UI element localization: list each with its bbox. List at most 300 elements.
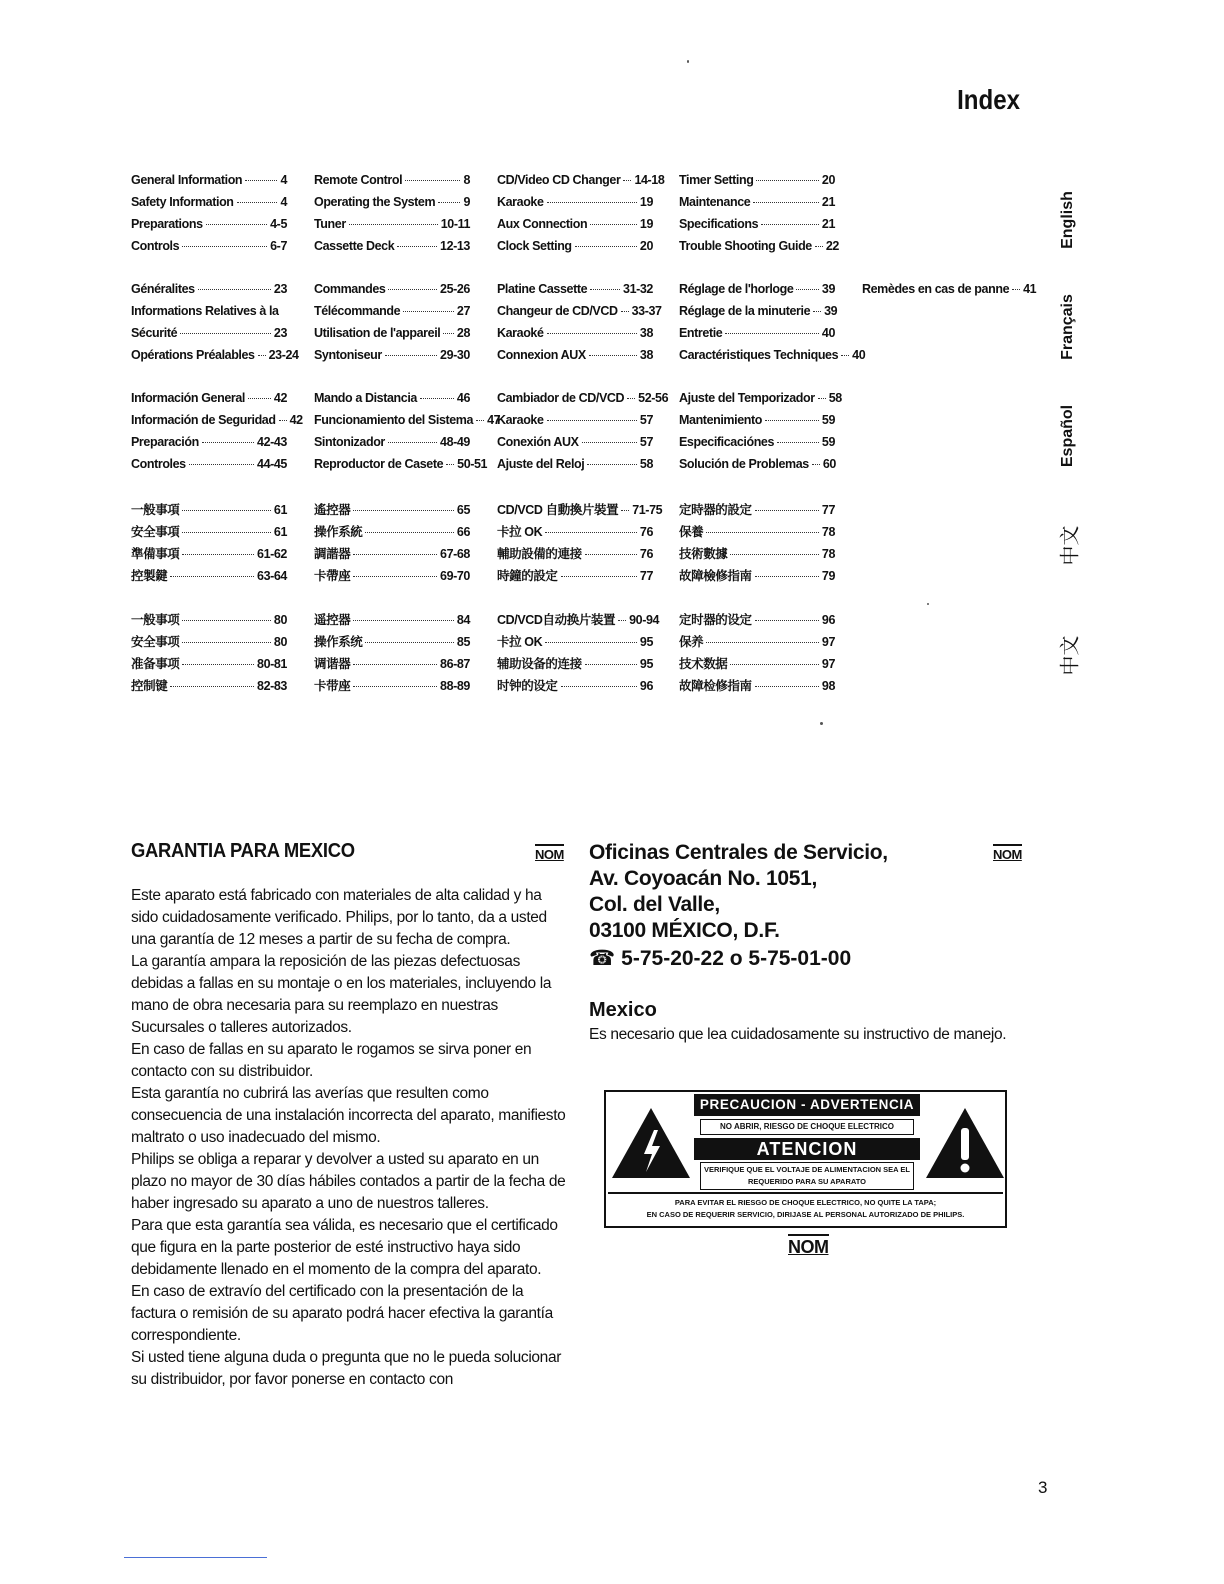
index-entry-page: 79 xyxy=(821,569,835,583)
index-entry-label: Karaoke xyxy=(497,413,544,427)
dot-leader xyxy=(170,686,254,687)
index-entry-label: Preparations xyxy=(131,217,203,231)
lang-tab-francais xyxy=(1046,287,1090,367)
dot-leader xyxy=(621,311,629,312)
index-entry-label: 技术数据 xyxy=(679,657,728,671)
index-entry xyxy=(314,217,470,239)
index-column xyxy=(679,173,839,261)
caution-verify: VERIFIQUE QUE EL VOLTAJE DE ALIMENTACION SEA EL REQUERIDO PARA SU APARATO xyxy=(700,1162,914,1190)
index-entry-page: 6-7 xyxy=(270,239,287,253)
dot-leader xyxy=(182,664,254,665)
warranty-paragraph: Este aparato está fabricado con materiales de alta calidad y ha sido cuidadosamente verificado. Philips, por lo tanto, da a usted una garantía de 12 meses a partir de su fecha de compra. xyxy=(131,887,547,948)
index-entry-label: 保养 xyxy=(679,635,704,649)
index-entry xyxy=(679,544,835,566)
warranty-paragraph: En caso de extravío del certificado con la presentación de la factura o remisión de su aparato podrá hacer efectiva la garantía correspondiente. xyxy=(131,1283,553,1344)
index-column xyxy=(314,391,501,479)
index-entry xyxy=(679,239,839,261)
dot-leader xyxy=(170,576,254,577)
caution-no-open: NO ABRIR, RIESGO DE CHOQUE ELECTRICO xyxy=(700,1119,914,1135)
index-entry xyxy=(497,282,653,304)
index-entry-page: 41 xyxy=(1023,282,1037,296)
index-entry xyxy=(314,676,470,698)
dot-leader xyxy=(279,420,287,421)
index-row xyxy=(131,500,1031,588)
warranty-section xyxy=(131,840,566,1391)
index-entry xyxy=(131,500,287,522)
index-entry-label: Réglage de l'horloge xyxy=(679,282,794,296)
index-entry xyxy=(862,282,1037,304)
index-entry xyxy=(679,566,835,588)
dot-leader xyxy=(818,398,826,399)
address-line: Av. Coyoacán No. 1051, xyxy=(589,867,817,890)
index-entry xyxy=(131,173,287,195)
dot-leader xyxy=(202,442,254,443)
index-entry xyxy=(131,304,287,326)
dot-leader xyxy=(182,532,270,533)
index-entry-label: 調諧器 xyxy=(314,547,351,561)
index-entry xyxy=(314,544,470,566)
index-entry xyxy=(497,304,662,326)
service-address xyxy=(589,840,1029,944)
index-entry xyxy=(131,654,287,676)
index-entry-label: 一般事項 xyxy=(131,503,180,517)
index-entry-page: 40 xyxy=(821,326,835,340)
index-entry-page: 88-89 xyxy=(440,679,470,693)
index-entry-page: 23 xyxy=(273,282,287,296)
index-entry-page: 80 xyxy=(273,613,287,627)
dot-leader xyxy=(841,355,849,356)
index-entry-label: 调谐器 xyxy=(314,657,351,671)
index-entry xyxy=(314,326,470,348)
index-entry-page: 96 xyxy=(639,679,653,693)
index-entry-page: 82-83 xyxy=(257,679,287,693)
index-entry-label: Caractéristiques Techniques xyxy=(679,348,839,362)
index-entry-label: 卡帶座 xyxy=(314,569,351,583)
dot-leader xyxy=(182,246,267,247)
index-entry xyxy=(314,304,470,326)
dot-leader xyxy=(388,442,437,443)
index-entry-page: 25-26 xyxy=(440,282,470,296)
dot-leader xyxy=(258,355,266,356)
index-entry-page: 95 xyxy=(639,635,653,649)
index-entry-label: Commandes xyxy=(314,282,386,296)
dot-leader xyxy=(198,289,271,290)
dot-leader xyxy=(397,246,437,247)
index-entry-label: CD/VCD自动换片装置 xyxy=(497,613,616,627)
lightning-warning-icon xyxy=(610,1106,692,1180)
dot-leader xyxy=(547,333,637,334)
index-entry xyxy=(314,610,470,632)
index-entry-label: 故障检修指南 xyxy=(679,679,752,693)
index-entry-label: CD/Video CD Changer xyxy=(497,173,621,187)
lang-label: Español xyxy=(1059,404,1077,468)
dot-leader xyxy=(730,554,818,555)
page-title: Index xyxy=(957,84,1020,115)
dot-leader xyxy=(353,510,454,511)
index-column xyxy=(497,500,663,588)
index-entry-page: 58 xyxy=(639,457,653,471)
dot-leader xyxy=(353,664,437,665)
dot-leader xyxy=(796,289,818,290)
index-entry xyxy=(679,348,866,370)
dot-leader xyxy=(575,246,637,247)
lang-tab-espanol xyxy=(1046,396,1090,476)
index-entry-label: Trouble Shooting Guide xyxy=(679,239,812,253)
warranty-paragraph: En caso de fallas en su aparato le rogamos se sirva poner en contacto con su distribuidor. xyxy=(131,1041,532,1080)
index-entry-page: 77 xyxy=(821,503,835,517)
index-entry-label: Sécurité xyxy=(131,326,178,340)
index-entry-page: 85 xyxy=(456,635,470,649)
index-entry-label: Conexión AUX xyxy=(497,435,579,449)
dot-leader xyxy=(582,442,637,443)
index-entry-label: 安全事項 xyxy=(131,525,180,539)
footer-rule xyxy=(124,1557,267,1558)
index-column xyxy=(314,500,470,588)
index-entry xyxy=(497,676,653,698)
index-entry-page: 96 xyxy=(821,613,835,627)
index-entry xyxy=(131,610,287,632)
index-entry xyxy=(497,566,653,588)
index-entry-page: 60 xyxy=(822,457,836,471)
index-entry xyxy=(497,326,653,348)
warranty-paragraph: La garantía ampara la reposición de las piezas defectuosas debidas a fallas en su montaje o en los materiales, incluyendo la mano de obra necesaria para su reemplazo en nuestras Sucursales o talleres autorizados. xyxy=(131,953,552,1036)
index-row xyxy=(131,610,1031,698)
dot-leader xyxy=(623,180,631,181)
exclamation-warning-icon xyxy=(924,1106,1006,1180)
index-entry-label: Utilisation de l'appareil xyxy=(314,326,441,340)
index-entry-page: 27 xyxy=(456,304,470,318)
index-row xyxy=(131,282,1037,370)
lang-tab-chinese-traditional xyxy=(1046,505,1090,585)
index-entry-label: Reproductor de Casete xyxy=(314,457,444,471)
index-entry-label: Opérations Préalables xyxy=(131,348,255,362)
caution-atencion: ATENCION xyxy=(694,1138,920,1160)
index-entry-page: 46 xyxy=(456,391,470,405)
index-entry xyxy=(679,217,835,239)
index-entry xyxy=(679,413,835,435)
index-column xyxy=(131,500,287,588)
index-entry-label: 故障檢修指南 xyxy=(679,569,752,583)
dot-leader xyxy=(725,333,819,334)
warranty-paragraph: Para que esta garantía sea válida, es necesario que el certificado que figura en la parte posterior de esté instructivo haya sido debidamente llenado en el momento de la compra del aparato. xyxy=(131,1217,558,1278)
index-entry xyxy=(497,457,653,479)
index-column xyxy=(679,282,866,370)
dot-leader xyxy=(589,355,637,356)
index-entry xyxy=(497,391,669,413)
index-entry-label: Mando a Distancia xyxy=(314,391,417,405)
index-entry-page: 59 xyxy=(821,435,835,449)
index-entry-label: Especificaciónes xyxy=(679,435,775,449)
index-entry-label: Télécommande xyxy=(314,304,401,318)
index-entry xyxy=(314,500,470,522)
dot-leader xyxy=(621,510,629,511)
warranty-body xyxy=(131,885,566,1391)
index-entry-label: Karaoké xyxy=(497,326,544,340)
dot-leader xyxy=(353,686,437,687)
index-entry-page: 47 xyxy=(487,413,501,427)
index-entry xyxy=(314,566,470,588)
dot-leader xyxy=(182,642,270,643)
service-phone xyxy=(589,944,1029,973)
index-entry-label: 保養 xyxy=(679,525,704,539)
index-entry-label: Safety Information xyxy=(131,195,234,209)
index-entry-label: Cambiador de CD/VCD xyxy=(497,391,625,405)
index-entry-label: Réglage de la minuterie xyxy=(679,304,811,318)
index-entry-page: 61-62 xyxy=(257,547,287,561)
index-entry xyxy=(679,654,835,676)
dot-leader xyxy=(237,202,278,203)
index-entry xyxy=(679,500,835,522)
index-entry-page: 66 xyxy=(456,525,470,539)
index-entry-page: 57 xyxy=(639,435,653,449)
mexico-note: Es necesario que lea cuidadosamente su instructivo de manejo. xyxy=(589,1026,1007,1043)
index-entry-label: 安全事项 xyxy=(131,635,180,649)
dot-leader xyxy=(813,311,821,312)
index-column xyxy=(679,610,835,698)
caution-bottom-text xyxy=(608,1192,1003,1224)
index-entry xyxy=(497,544,653,566)
dot-leader xyxy=(365,532,453,533)
caution-title: PRECAUCION - ADVERTENCIA xyxy=(694,1094,920,1116)
scan-speck xyxy=(927,603,929,605)
index-entry xyxy=(314,435,470,457)
dot-leader xyxy=(446,464,454,465)
index-entry-page: 40 xyxy=(852,348,866,362)
index-entry xyxy=(131,326,287,348)
index-entry-label: 操作系統 xyxy=(314,525,363,539)
index-entry-page: 42-43 xyxy=(257,435,287,449)
index-entry-label: Timer Setting xyxy=(679,173,754,187)
warranty-paragraph: Philips se obliga a reparar y devolver a usted su aparato en un plazo no mayor de 30 días hábiles contados a partir de la fecha de haber ingresado su aparato a uno de nuestros talleres. xyxy=(131,1151,566,1212)
index-entry xyxy=(131,391,287,413)
index-entry-label: 控製鍵 xyxy=(131,569,168,583)
service-section xyxy=(589,840,1029,1044)
index-entry xyxy=(679,195,835,217)
address-line: Col. del Valle, xyxy=(589,893,720,916)
index-entry-label: Généralites xyxy=(131,282,195,296)
scan-speck xyxy=(820,722,823,725)
index-entry xyxy=(131,435,287,457)
dot-leader xyxy=(590,289,620,290)
index-entry-page: 10-11 xyxy=(440,217,470,231)
index-entry xyxy=(314,522,470,544)
index-entry-page: 14-18 xyxy=(634,173,665,187)
index-entry-label: Clock Setting xyxy=(497,239,572,253)
lang-label: Français xyxy=(1059,294,1076,360)
caution-bottom-line: PARA EVITAR EL RIESGO DE CHOQUE ELECTRICO, NO QUITE LA TAPA; xyxy=(674,1198,937,1207)
index-entry-label: Información de Seguridad xyxy=(131,413,276,427)
dot-leader xyxy=(365,642,453,643)
dot-leader xyxy=(353,554,437,555)
dot-leader xyxy=(756,180,818,181)
dot-leader xyxy=(730,664,818,665)
dot-leader xyxy=(545,532,637,533)
index-entry xyxy=(679,632,835,654)
index-entry-label: Connexion AUX xyxy=(497,348,586,362)
index-entry-label: Aux Connection xyxy=(497,217,588,231)
address-line: 03100 MÉXICO, D.F. xyxy=(589,919,780,942)
index-column xyxy=(679,500,835,588)
dot-leader xyxy=(405,180,460,181)
nom-mark: NOM xyxy=(993,844,1022,862)
index-entry-page: 98 xyxy=(821,679,835,693)
dot-leader xyxy=(761,224,819,225)
index-entry-page: 20 xyxy=(821,173,835,187)
index-entry xyxy=(679,610,835,632)
index-entry-label: 準備事項 xyxy=(131,547,180,561)
dot-leader xyxy=(443,333,454,334)
index-entry-label: 操作系统 xyxy=(314,635,363,649)
index-entry-label: Karaoke xyxy=(497,195,544,209)
index-entry-label: CD/VCD 自動換片裝置 xyxy=(497,503,619,517)
index-entry-page: 80 xyxy=(273,635,287,649)
index-entry xyxy=(314,654,470,676)
index-entry-page: 21 xyxy=(821,195,835,209)
dot-leader xyxy=(182,554,254,555)
index-entry-label: Cassette Deck xyxy=(314,239,395,253)
dot-leader xyxy=(777,442,819,443)
index-entry-label: Mantenimiento xyxy=(679,413,762,427)
index-entry-page: 29-30 xyxy=(440,348,470,362)
dot-leader xyxy=(189,464,254,465)
index-entry-label: Información General xyxy=(131,391,245,405)
dot-leader xyxy=(812,464,820,465)
index-entry-label: 辅助设备的连接 xyxy=(497,657,582,671)
index-entry-label: 時鐘的設定 xyxy=(497,569,558,583)
index-entry xyxy=(131,282,287,304)
dot-leader xyxy=(590,224,637,225)
index-entry-label: 遙控器 xyxy=(314,503,351,517)
dot-leader xyxy=(403,311,454,312)
index-entry xyxy=(679,391,842,413)
index-column xyxy=(862,282,1037,304)
index-entry-label: 定时器的设定 xyxy=(679,613,752,627)
index-entry xyxy=(679,522,835,544)
index-entry-label: Solución de Problemas xyxy=(679,457,809,471)
index-entry-label: Specifications xyxy=(679,217,759,231)
index-entry-page: 61 xyxy=(273,503,287,517)
index-entry xyxy=(131,217,287,239)
index-entry xyxy=(497,610,660,632)
index-entry-page: 52-56 xyxy=(638,391,669,405)
index-column xyxy=(497,610,660,698)
index-entry-page: 21 xyxy=(821,217,835,231)
dot-leader xyxy=(755,620,819,621)
index-entry-page: 77 xyxy=(639,569,653,583)
index-entry-page: 84 xyxy=(456,613,470,627)
index-entry xyxy=(679,676,835,698)
index-entry-page: 20 xyxy=(639,239,653,253)
index-entry-label: 定時器的設定 xyxy=(679,503,752,517)
caution-bottom-line: EN CASO DE REQUERIR SERVICIO, DIRIJASE AL PERSONAL AUTORIZADO DE PHILIPS. xyxy=(646,1210,965,1219)
caution-label xyxy=(604,1090,1007,1228)
index-entry-page: 19 xyxy=(639,217,653,231)
index-entry xyxy=(314,195,470,217)
index-entry-label: Ajuste del Reloj xyxy=(497,457,585,471)
index-column xyxy=(497,173,665,261)
index-entry-label: 輔助設備的連接 xyxy=(497,547,582,561)
index-entry-page: 28 xyxy=(456,326,470,340)
index-column xyxy=(131,610,287,698)
index-entry-page: 39 xyxy=(821,282,835,296)
index-entry-page: 22 xyxy=(825,239,839,253)
index-entry xyxy=(131,544,287,566)
dot-leader xyxy=(1012,289,1020,290)
index-entry xyxy=(131,457,287,479)
index-entry xyxy=(131,632,287,654)
lang-label: English xyxy=(1059,191,1076,249)
index-entry xyxy=(497,435,653,457)
index-entry-page: 42 xyxy=(289,413,303,427)
index-entry-label: Ajuste del Temporizador xyxy=(679,391,815,405)
index-entry xyxy=(497,522,653,544)
caution-center xyxy=(694,1094,920,1192)
index-entry xyxy=(314,173,470,195)
dot-leader xyxy=(755,510,819,511)
phone-number: 5-75-20-22 o 5-75-01-00 xyxy=(621,947,852,970)
index-entry-label: 控制键 xyxy=(131,679,168,693)
dot-leader xyxy=(753,202,819,203)
index-entry-page: 19 xyxy=(639,195,653,209)
index-entry xyxy=(497,632,653,654)
index-entry xyxy=(497,195,653,217)
dot-leader xyxy=(755,576,819,577)
index-entry xyxy=(131,566,287,588)
index-entry-label: Entretie xyxy=(679,326,723,340)
index-entry xyxy=(314,239,470,261)
index-entry xyxy=(314,632,470,654)
index-entry-page: 69-70 xyxy=(440,569,470,583)
index-entry-label: Maintenance xyxy=(679,195,751,209)
index-entry-page: 4 xyxy=(280,195,287,209)
index-entry-label: General Information xyxy=(131,173,243,187)
dot-leader xyxy=(545,642,637,643)
lang-label: 中文 xyxy=(1057,525,1082,565)
index-column xyxy=(314,173,470,261)
index-entry xyxy=(679,173,835,195)
dot-leader xyxy=(706,532,819,533)
index-entry xyxy=(314,457,488,479)
index-entry-page: 23 xyxy=(273,326,287,340)
page-number: 3 xyxy=(1038,1478,1048,1497)
dot-leader xyxy=(180,333,271,334)
index-entry-page: 12-13 xyxy=(440,239,470,253)
dot-leader xyxy=(627,398,635,399)
index-entry xyxy=(497,348,653,370)
dot-leader xyxy=(385,355,437,356)
index-entry xyxy=(497,217,653,239)
index-entry-label: Funcionamiento del Sistema xyxy=(314,413,474,427)
lang-tab-chinese-simplified xyxy=(1046,615,1090,695)
index-entry-label: Tuner xyxy=(314,217,346,231)
dot-leader xyxy=(476,420,484,421)
dot-leader xyxy=(248,398,271,399)
address-line: Oficinas Centrales de Servicio, xyxy=(589,841,888,864)
index-entry-page: 76 xyxy=(639,547,653,561)
index-entry-page: 76 xyxy=(639,525,653,539)
index-column xyxy=(131,282,299,370)
index-entry-label: Informations Relatives à la xyxy=(131,304,279,318)
dot-leader xyxy=(585,664,637,665)
mexico-heading: Mexico xyxy=(589,999,657,1021)
index-entry-label: Syntoniseur xyxy=(314,348,382,362)
dot-leader xyxy=(547,202,637,203)
index-entry-page: 31-32 xyxy=(623,282,653,296)
index-entry-page: 38 xyxy=(639,326,653,340)
index-entry-page: 48-49 xyxy=(440,435,470,449)
index-entry-page: 23-24 xyxy=(268,348,299,362)
index-entry-page: 78 xyxy=(821,525,835,539)
